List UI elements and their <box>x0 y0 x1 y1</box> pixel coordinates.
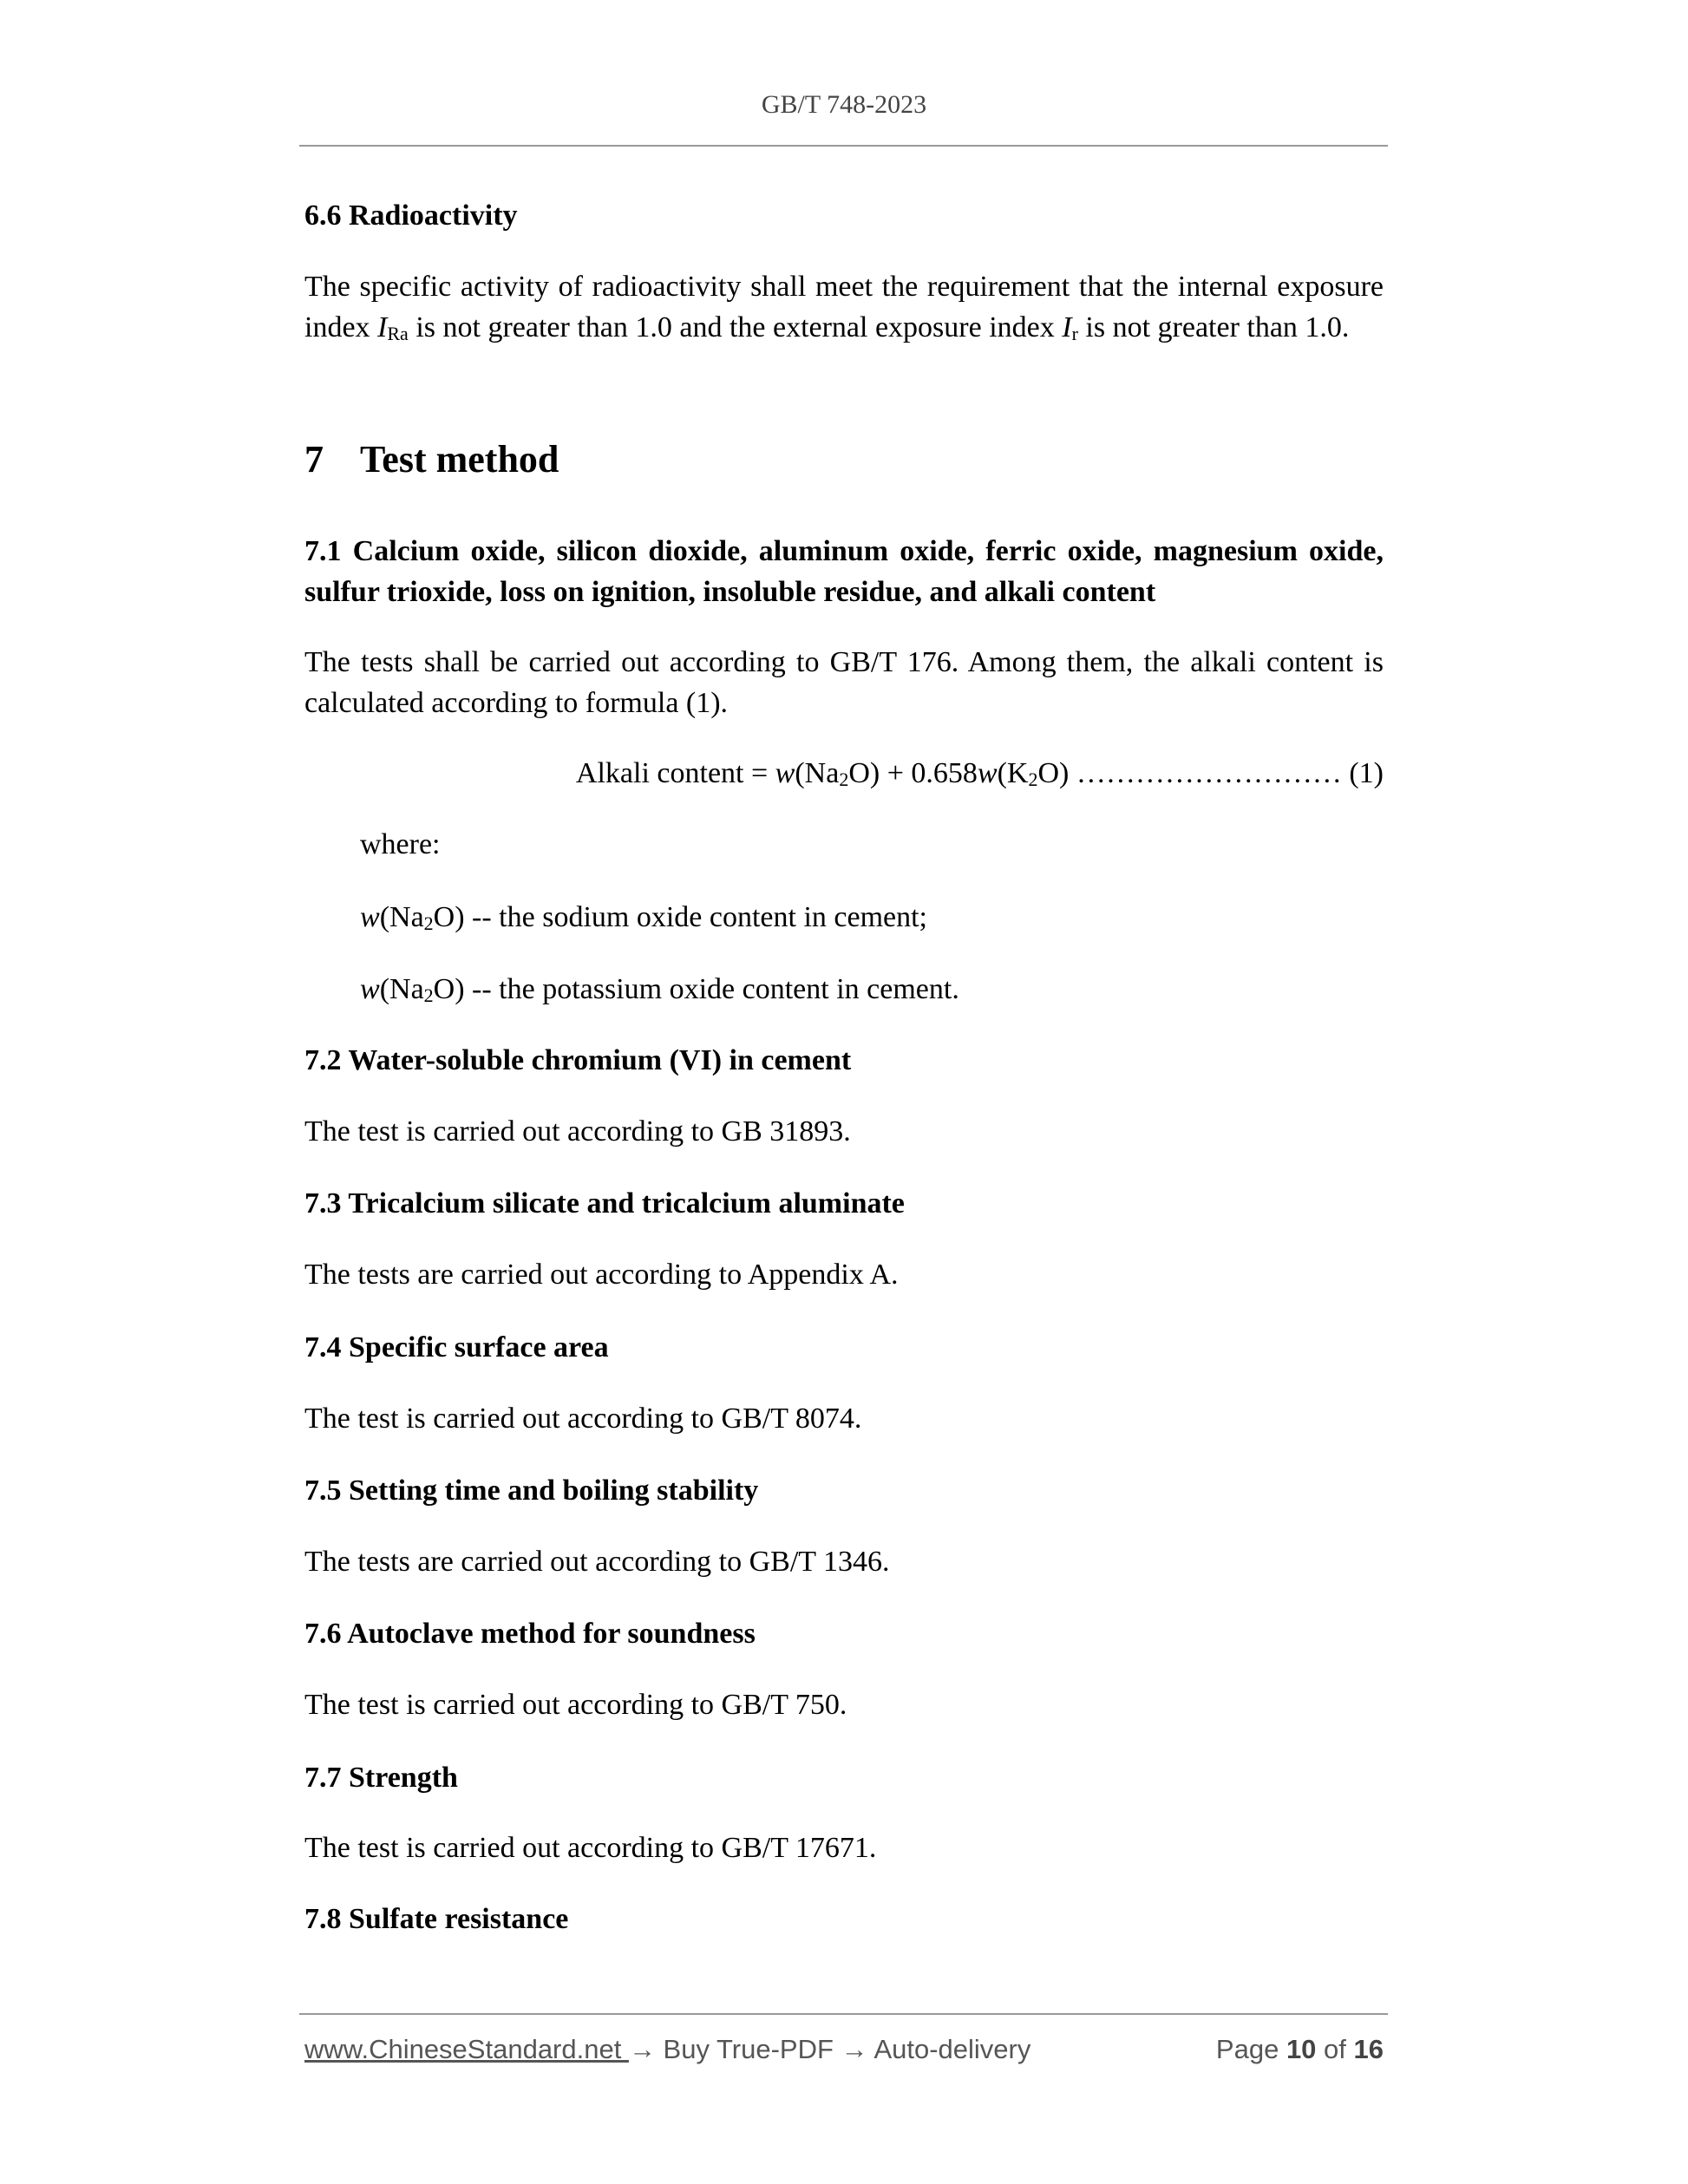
section-text: The tests are carried out according to GB/T 1346. <box>304 1546 890 1578</box>
definition-item: $w(Na_2O)$ -- the potassium oxide content in cement. <box>360 973 959 1006</box>
section-text: The test is carried out according to GB 31893. <box>304 1115 851 1148</box>
header-title: GB/T 748-2023 <box>761 90 927 119</box>
section-7-1-text: The tests shall be carried out according to GB/T 176. Among them, the alkali content is calculated according to formula (1). <box>304 646 1384 719</box>
section-heading: 7.3 Tricalcium silicate and tricalcium aluminate <box>304 1187 905 1220</box>
footer <box>304 2034 1384 2065</box>
section-7-1-heading: 7.1 Calcium oxide, silicon dioxide, aluminum oxide, ferric oxide, magnesium oxide, sulfur trioxide, loss on ignition, insoluble residue, and alkali content <box>304 535 1384 608</box>
section-heading: 7.7 Strength <box>304 1762 458 1794</box>
section-6-6-text: The specific activity of radioactivity shall meet the requirement that the internal exposure index $I_{Ra}$ is not greater than 1.0 and the external exposure index $I_r$ is not greater than 1.0. <box>304 271 1384 344</box>
section-heading: 7.8 Sulfate resistance <box>304 1903 569 1935</box>
page-indicator: Page 10 of 16 <box>1215 2034 1384 2064</box>
section-6-6-heading: 6.6 Radioactivity <box>304 199 518 232</box>
formula-1: Alkali content = $w(Na_2O) + 0.658w(K_2O)$ ……………………… (1) <box>575 757 1384 790</box>
section-text: The test is carried out according to GB/T 8074. <box>304 1403 862 1435</box>
section-text: The test is carried out according to GB/T 17671. <box>304 1832 877 1864</box>
section-heading: 7.6 Autoclave method for soundness <box>304 1618 756 1650</box>
section-text: The test is carried out according to GB/T 750. <box>304 1689 847 1721</box>
footer-rule <box>299 2013 1388 2015</box>
header-rule <box>299 145 1388 147</box>
section-heading: 7.2 Water-soluble chromium (VI) in cement <box>304 1044 852 1076</box>
definition-item: $w(Na_2O)$ -- the sodium oxide content in cement; <box>360 901 928 934</box>
website-link[interactable]: www.ChineseStandard.net <box>304 2034 629 2064</box>
section-text: The tests are carried out according to Appendix A. <box>304 1259 899 1291</box>
section-7-heading: 7 Test method <box>304 438 559 481</box>
section-heading: 7.4 Specific surface area <box>304 1331 609 1363</box>
where-label: where: <box>360 828 441 860</box>
footer-text: → Buy True-PDF → Auto-delivery <box>628 2034 1031 2064</box>
section-heading: 7.5 Setting time and boiling stability <box>304 1475 759 1507</box>
